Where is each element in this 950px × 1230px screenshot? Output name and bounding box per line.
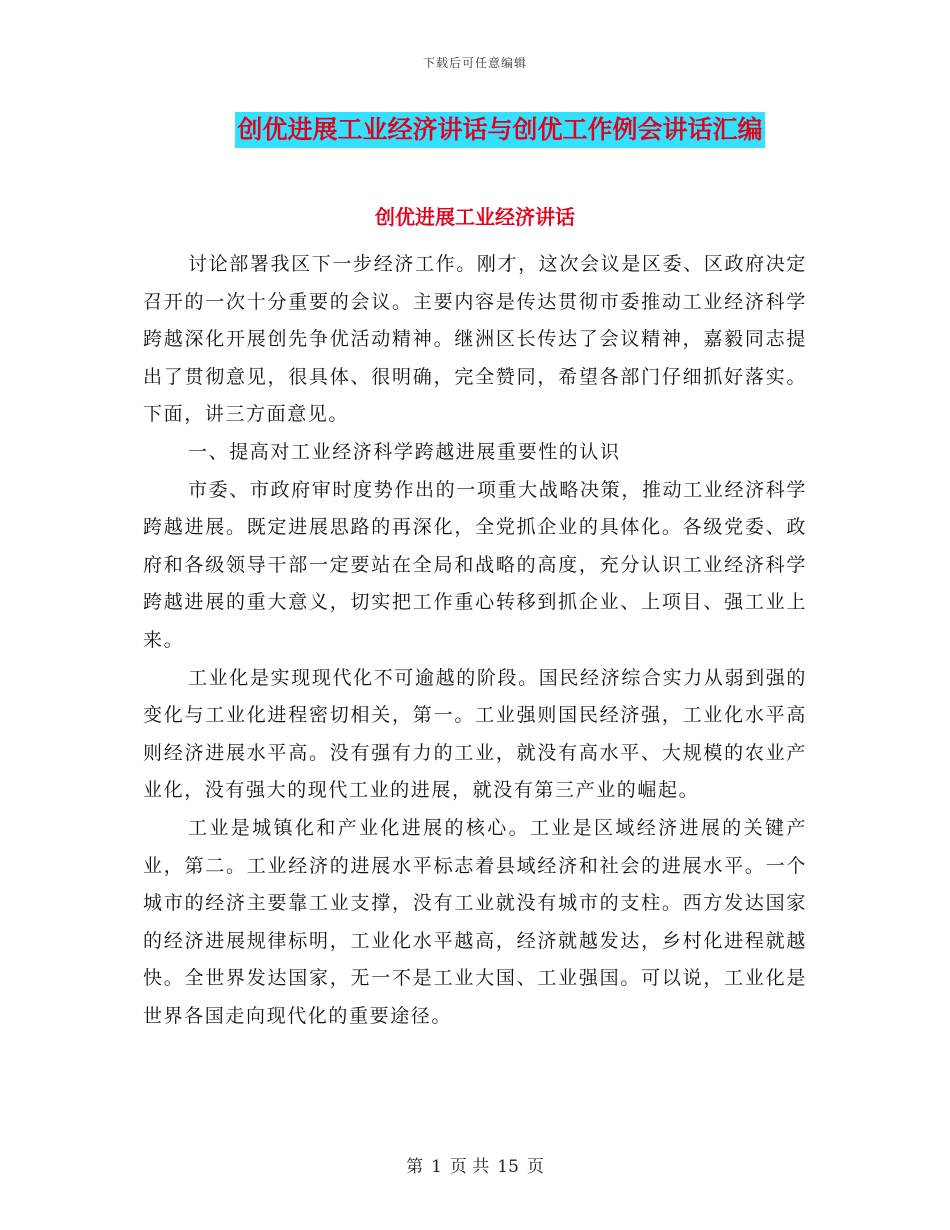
paragraph: 讨论部署我区下一步经济工作。刚才，这次会议是区委、区政府决定召开的一次十分重要的会议。主要内容是传达贯彻市委推动工业经济科学跨越深化开展创先争优活动精神。继洲区长传达了会议精神，嘉毅同志提出了贯彻意见，很具体、很明确，完全赞同，希望各部门仔细抓好落实。下面，讲三方面意见。 xyxy=(143,253,807,426)
document-title-container xyxy=(0,112,950,148)
footer-middle: 页 共 xyxy=(449,1157,490,1177)
footer-prefix: 第 xyxy=(406,1157,424,1177)
footer-total-pages: 15 xyxy=(497,1157,519,1177)
page-footer xyxy=(0,1152,950,1177)
page-header-note: 下载后可任意编辑 xyxy=(422,56,527,70)
footer-suffix: 页 xyxy=(526,1157,544,1177)
document-title: 创优进展工业经济讲话与创优工作例会讲话汇编 xyxy=(235,112,764,148)
footer-page-number: 1 xyxy=(431,1157,442,1177)
paragraph: 市委、市政府审时度势作出的一项重大战略决策，推动工业经济科学跨越进展。既定进展思路的再深化，全党抓企业的具体化。各级党委、政府和各级领导干部一定要站在全局和战略的高度，充分认识工业经济科学跨越进展的重大意义，切实把工作重心转移到抓企业、上项目、强工业上来。 xyxy=(143,478,807,651)
section-title: 创优进展工业经济讲话 xyxy=(375,205,575,229)
paragraph: 工业化是实现现代化不可逾越的阶段。国民经济综合实力从弱到强的变化与工业化进程密切相关，第一。工业强则国民经济强，工业化水平高则经济进展水平高。没有强有力的工业，就没有高水平、大规模的农业产业化，没有强大的现代工业的进展，就没有第三产业的崛起。 xyxy=(143,666,807,802)
document-body xyxy=(143,246,807,1035)
paragraph: 工业是城镇化和产业化进展的核心。工业是区域经济进展的关键产业，第二。工业经济的进展水平标志着县域经济和社会的进展水平。一个城市的经济主要靠工业支撑，没有工业就没有城市的支柱。西方发达国家的经济进展规律标明，工业化水平越高，经济就越发达，乡村化进程就越快。全世界发达国家，无一不是工业大国、工业强国。可以说，工业化是世界各国走向现代化的重要途径。 xyxy=(143,816,807,1027)
paragraph-heading: 一、提高对工业经济科学跨越进展重要性的认识 xyxy=(188,440,621,463)
